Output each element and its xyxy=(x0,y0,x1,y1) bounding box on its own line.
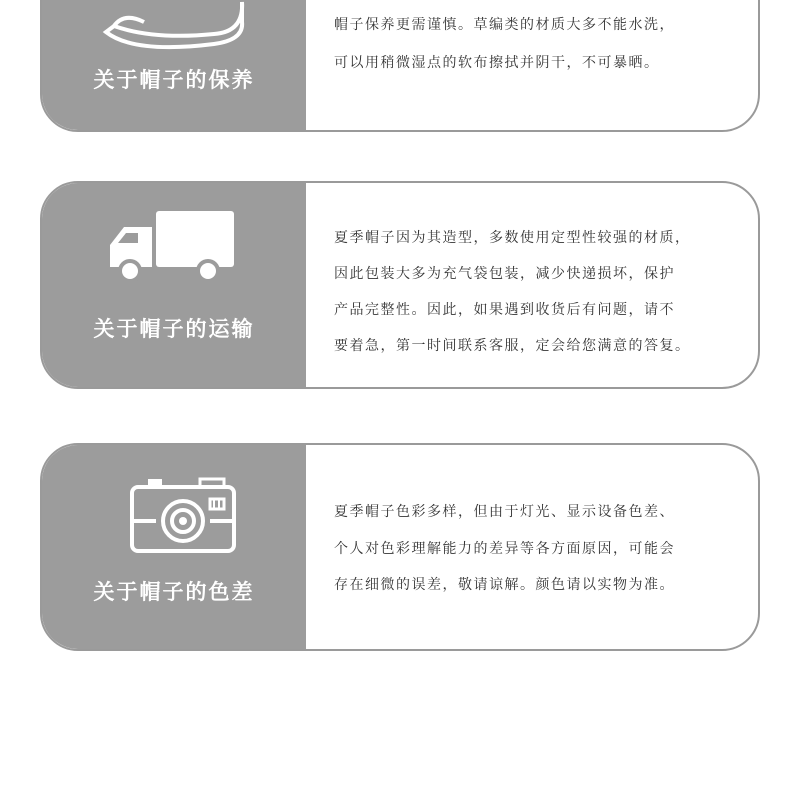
shipping-line-2: 因此包装大多为充气袋包装，减少快递损坏，保护 xyxy=(334,266,675,282)
shipping-line-3: 产品完整性。因此，如果遇到收货后有问题，请不 xyxy=(334,302,675,318)
color-line-1: 夏季帽子色彩多样，但由于灯光、显示设备色差、 xyxy=(334,504,675,520)
shipping-line-4: 要着急，第一时间联系客服，定会给您满意的答复。 xyxy=(334,338,691,354)
care-text xyxy=(306,0,758,130)
shipping-panel xyxy=(42,183,306,387)
care-panel xyxy=(42,0,306,130)
shipping-text xyxy=(306,183,758,387)
shipping-card xyxy=(40,181,760,389)
care-title: 关于帽子的保养 xyxy=(93,68,255,92)
color-title: 关于帽子的色差 xyxy=(93,580,255,604)
hat-icon xyxy=(94,0,254,62)
care-card xyxy=(40,0,760,132)
camera-icon xyxy=(128,475,238,555)
care-line-1: 帽子保养更需谨慎。草编类的材质大多不能水洗， xyxy=(334,17,675,33)
truck-icon xyxy=(108,209,238,289)
color-line-2: 个人对色彩理解能力的差异等各方面原因，可能会 xyxy=(334,541,675,557)
color-panel xyxy=(42,445,306,649)
color-text xyxy=(306,445,758,649)
shipping-line-1: 夏季帽子因为其造型，多数使用定型性较强的材质， xyxy=(334,230,691,246)
care-line-2: 可以用稍微湿点的软布擦拭并阴干，不可暴晒。 xyxy=(334,55,660,71)
shipping-title: 关于帽子的运输 xyxy=(93,317,255,341)
color-line-3: 存在细微的误差，敬请谅解。颜色请以实物为准。 xyxy=(334,577,675,593)
color-card xyxy=(40,443,760,651)
